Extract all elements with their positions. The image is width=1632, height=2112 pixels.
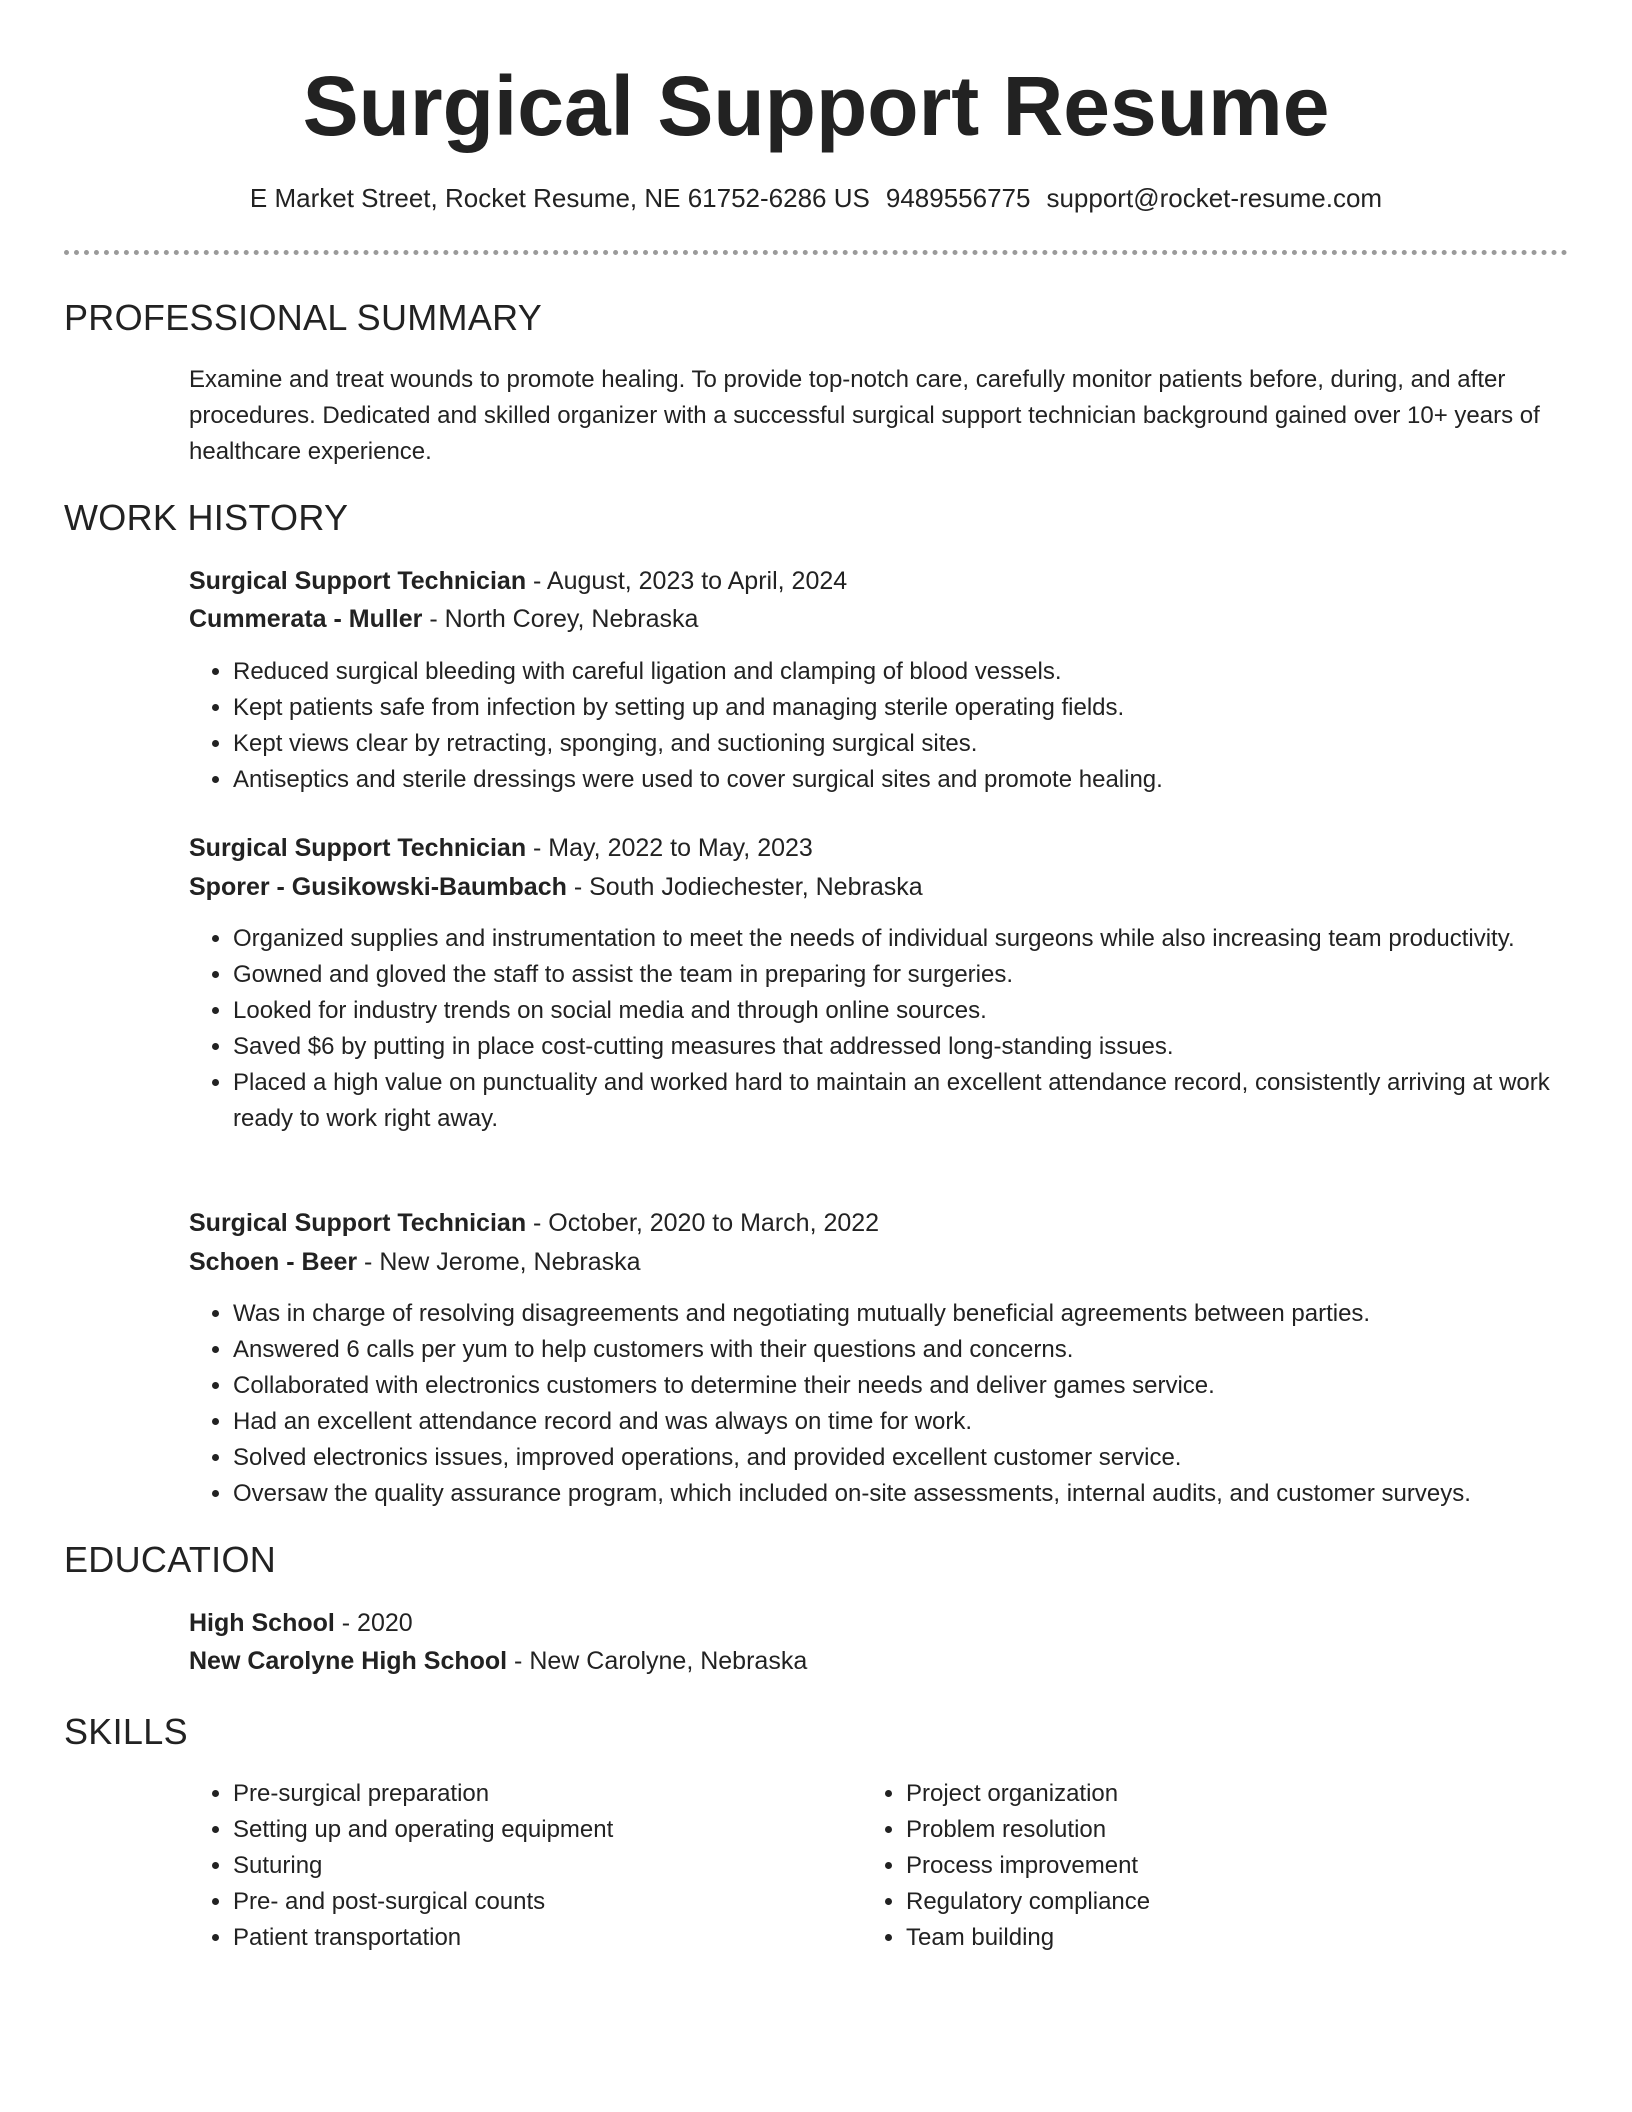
job-company: Schoen - Beer [189,1248,358,1276]
education-degree-line [189,1605,413,1641]
job-location: - South Jodiechester, Nebraska [566,873,923,901]
list-item: • Answered 6 calls per yum to help customers with their questions and concerns. [233,1332,1613,1368]
list-item: • Looked for industry trends on social media and through online sources. [233,993,1613,1029]
job-dates: - October, 2020 to March, 2022 [526,1209,880,1237]
skill-item: • Pre- and post-surgical counts [233,1884,833,1920]
job-location: - New Jerome, Nebraska [357,1248,641,1276]
education-year: - 2020 [334,1609,413,1637]
skill-item: • Problem resolution [906,1812,1506,1848]
list-item: • Was in charge of resolving disagreements and negotiating mutually beneficial agreements between parties. [233,1296,1613,1332]
skill-item: • Suturing [233,1848,833,1884]
job-dates: - May, 2022 to May, 2023 [526,834,813,862]
contact-line [0,180,1632,216]
resume-title: Surgical Support Resume [302,59,1330,153]
list-item: • Kept views clear by retracting, sponging, and suctioning surgical sites. [233,726,1613,762]
job-dates: - August, 2023 to April, 2024 [526,567,848,595]
job-company-line [189,1244,641,1280]
skill-item: • Team building [906,1920,1506,1956]
job-company-line [189,869,923,905]
job-title-line [189,1205,879,1241]
job-title-line [189,563,847,599]
skill-item: • Regulatory compliance [906,1884,1506,1920]
list-item: • Organized supplies and instrumentation to meet the needs of individual surgeons while also increasing team productivity. [233,921,1613,957]
job-role: Surgical Support Technician [189,567,527,595]
skill-item: • Pre-surgical preparation [233,1776,833,1812]
section-title-summary: PROFESSIONAL SUMMARY [64,297,543,338]
job-company-line [189,601,698,637]
skill-item: • Setting up and operating equipment [233,1812,833,1848]
education-location: - New Carolyne, Nebraska [507,1647,808,1675]
job-company: Cummerata - Muller [189,605,423,633]
list-item: • Reduced surgical bleeding with careful ligation and clamping of blood vessels. [233,654,1613,690]
section-title-work-history: WORK HISTORY [64,497,349,538]
job-location: - North Corey, Nebraska [422,605,699,633]
job-role: Surgical Support Technician [189,834,527,862]
job-bullets [189,654,1613,798]
job-bullets [189,1296,1613,1512]
skills-list-left [189,1776,833,1956]
list-item: • Oversaw the quality assurance program, which included on-site assessments, internal audits, and customer surveys. [233,1476,1613,1512]
list-item: • Saved $6 by putting in place cost-cutting measures that addressed long-standing issues. [233,1029,1613,1065]
education-school: New Carolyne High School [189,1647,508,1675]
list-item: • Gowned and gloved the staff to assist the team in preparing for surgeries. [233,957,1613,993]
list-item: • Antiseptics and sterile dressings were used to cover surgical sites and promote healing. [233,762,1613,798]
phone: 9489556775 [885,183,1031,213]
skills-list-right [862,1776,1506,1956]
job-role: Surgical Support Technician [189,1209,527,1237]
email: support@rocket-resume.com [1046,183,1383,213]
education-degree: High School [189,1609,335,1637]
education-school-line [189,1643,807,1679]
list-item: • Kept patients safe from infection by setting up and managing sterile operating fields. [233,690,1613,726]
job-company: Sporer - Gusikowski-Baumbach [189,873,567,901]
skill-item: • Process improvement [906,1848,1506,1884]
list-item: • Solved electronics issues, improved operations, and provided excellent customer service. [233,1440,1613,1476]
header-divider [64,250,1568,255]
skill-item: • Project organization [906,1776,1506,1812]
section-title-skills: SKILLS [64,1711,188,1752]
list-item: • Had an excellent attendance record and was always on time for work. [233,1404,1613,1440]
skill-item: • Patient transportation [233,1920,833,1956]
list-item: • Placed a high value on punctuality and worked hard to maintain an excellent attendance record, consistently arriving at work ready to work right away. [233,1065,1613,1137]
job-bullets [189,921,1613,1137]
list-item: • Collaborated with electronics customers to determine their needs and deliver games service. [233,1368,1613,1404]
job-title-line [189,830,813,866]
summary-text: Examine and treat wounds to promote healing. To provide top-notch care, carefully monitor patients before, during, and after procedures. Dedicated and skilled organizer with a successful surgical support technician background gained over 10+ years of healthcare experience. [189,366,1540,465]
section-title-education: EDUCATION [64,1539,277,1580]
address: E Market Street, Rocket Resume, NE 61752-6286 US [249,183,870,213]
